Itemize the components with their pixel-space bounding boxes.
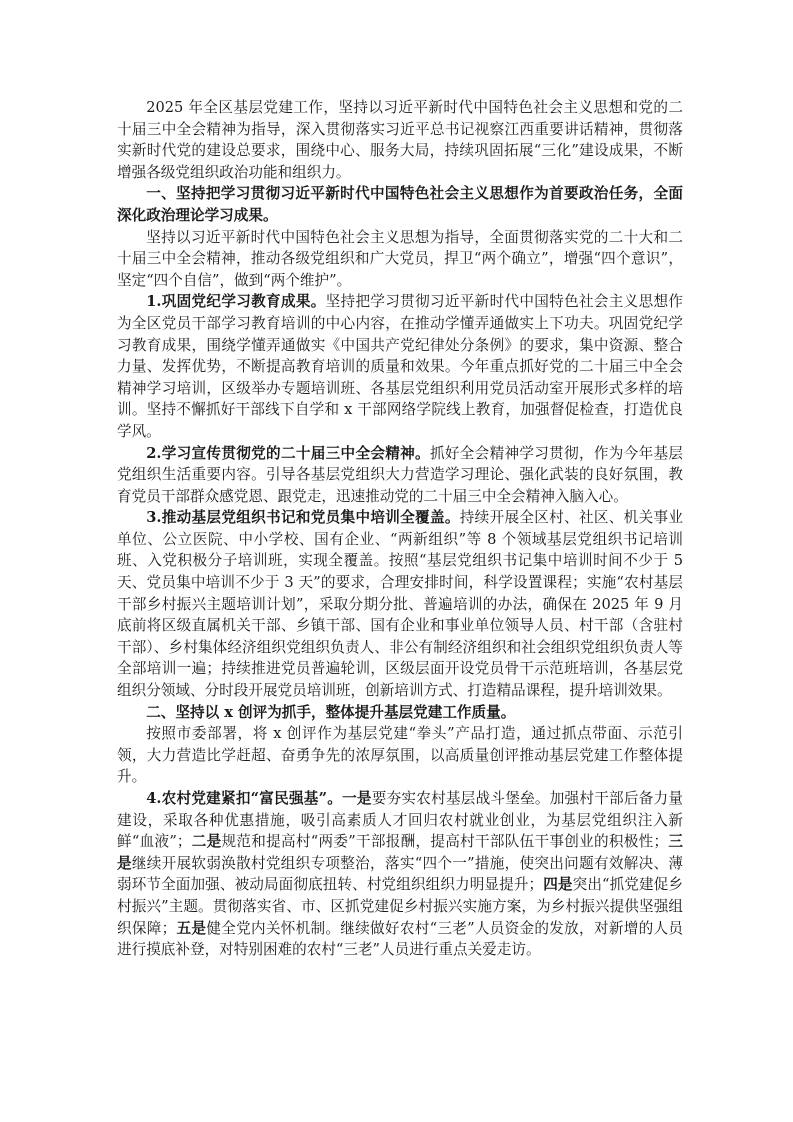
item4-paragraph (117, 788, 683, 961)
item2-text: 抓好全会精神学习贯彻，作为今年基层党组织生活重要内容。引导各基层党组织大力营造学习理论、强化武装的良好氛围，教育党员干部群众感党恩、跟党走，迅速推动党的二十届三中全会精神入脑入心。 (117, 444, 683, 505)
item4-p1: 要夯实农村基层战斗堡垒。加强村干部后备力量建设，采取各种优惠措施，吸引高素质人才回归农村就业创业，为基层党组织注入新鲜“血液”； (117, 790, 683, 851)
item4-p4: 突出“抓党建促乡村振兴”主题。贯彻落实省、市、区抓党建促乡村振兴实施方案，为乡村振兴提供坚强组织保障； (117, 876, 683, 937)
intro-paragraph: 2025 年全区基层党建工作，坚持以习近平新时代中国特色社会主义思想和党的二十届三中全会精神为指导，深入贯彻落实习近平总书记视察江西重要讲话精神，贯彻落实新时代党的建设总要求，围绕中心、服务大局，持续巩固拓展“三化”建设成果，不断增强各级党组织政治功能和组织力。 (117, 99, 683, 181)
item1-lead: 1.巩固党纪学习教育成果。 (146, 293, 326, 311)
item4-p4-lead: 四是 (543, 876, 573, 894)
item1-text: 坚持把学习贯彻习近平新时代中国特色社会主义思想作为全区党员干部学习教育培训的中心内容，在推动学懂弄通做实上下功夫。巩固党纪学习教育成果，围绕学懂弄通做实《中国共产党纪律处分条例》的要求，集中资源、整合力量、发挥优势，不断提高教育培训的质量和效果。今年重点抓好党的二十届三中全会精神学习培训，区级举办专题培训班、各基层党组织利用党员活动室开展形式多样的培训。坚持不懈抓好干部线下自学和 x 干部网络学院线上教育，加强督促检查，打造优良学风。 (117, 293, 683, 440)
section2-body: 按照市委部署，将 x 创评作为基层党建“拳头”产品打造，通过抓点带面、示范引领，大力营造比学赶超、奋勇争先的浓厚氛围，以高质量创评推动基层党建工作整体提升。 (117, 725, 683, 786)
item4-p5: 健全党内关怀机制。继续做好农村“三老”人员资金的发放，对新增的人员进行摸底补登，对特别困难的农村“三老”人员进行重点关爱走访。 (117, 919, 683, 959)
item2-lead: 2.学习宣传贯彻党的二十届三中全会精神。 (146, 444, 430, 462)
item3-text: 持续开展全区村、社区、机关事业单位、公立医院、中小学校、国有企业、“两新组织”等 8 个领域基层党组织书记培训班、入党积极分子培训班，实现全覆盖。按照“基层党组织书记集中培训时间不少于 5 天、党员集中培训不少于 3 天”的要求，合理安排时间，科学设置课程；实施“农村基层干部乡村振兴主题培训计划”，采取分期分批、普遍培训的办法，确保在 2025 年 9 月底前将区级直属机关干部、乡镇干部、国有企业和事业单位领导人员、村干部（含驻村干部）、乡村集体经济组织党组织负责人、非公有制经济组织和社会组织党组织负责人等全部培训一遍；持续推进党员普遍轮训，区级层面开设党员骨干示范班培训，各基层党组织分领域、分时段开展党员培训班，创新培训方式、打造精品课程，提升培训效果。 (117, 509, 683, 700)
item3-lead: 3.推动基层党组织书记和党员集中培训全覆盖。 (146, 509, 460, 527)
item4-p3: 继续开展软弱涣散村党组织专项整治，落实“四个一”措施，使突出问题有效解决、薄弱环节全面加强、被动局面彻底扭转、村党组织组织力明显提升； (117, 854, 683, 894)
item4-p2-lead: 二是 (191, 833, 222, 851)
section1-body: 坚持以习近平新时代中国特色社会主义思想为指导，全面贯彻落实党的二十大和二十届三中全会精神，推动各级党组织和广大党员，捍卫“两个确立”，增强“四个意识”，坚定“四个自信”，做到“两个维护”。 (117, 228, 683, 289)
item4-p3-lead: 三是 (117, 833, 683, 872)
item4-lead: 4.农村党建紧扣“富民强基”。 (146, 790, 343, 807)
document-page (117, 97, 683, 961)
item4-p2: 规范和提高村“两委”干部报酬，提高村干部队伍干事创业的积极性； (221, 833, 669, 851)
item1-paragraph (117, 291, 683, 442)
item3-paragraph (117, 507, 683, 701)
section1-heading: 一、坚持把学习贯彻习近平新时代中国特色社会主义思想作为首要政治任务，全面深化政治理论学习成果。 (117, 185, 683, 224)
item2-paragraph (117, 443, 683, 508)
item4-p5-lead: 五是 (176, 919, 207, 937)
section2-heading: 二、坚持以 x 创评为抓手，整体提升基层党建工作质量。 (146, 703, 516, 721)
item4-p1-lead: 一是 (342, 790, 372, 807)
